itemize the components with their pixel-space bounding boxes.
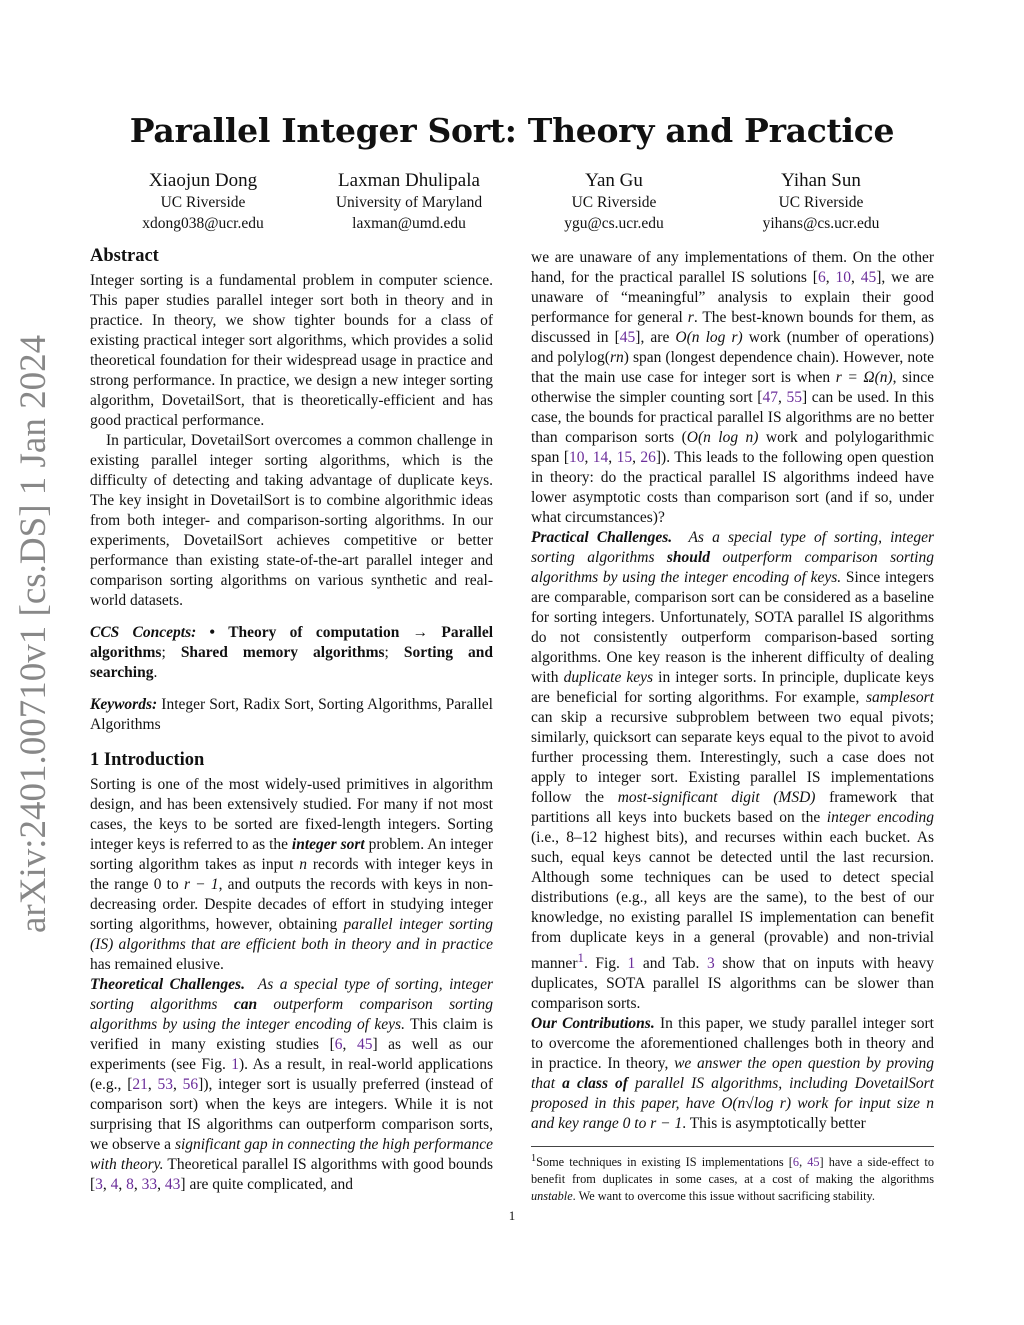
abstract-heading: Abstract <box>90 246 159 266</box>
author-affiliation: UC Riverside <box>160 194 246 211</box>
figure-link[interactable]: 1 <box>231 1056 239 1073</box>
author-3 <box>504 170 724 234</box>
citation-link[interactable]: 47 <box>762 389 778 406</box>
citation-link[interactable]: 10 <box>835 269 851 286</box>
citation-link[interactable]: 45 <box>860 269 877 286</box>
author-4 <box>711 170 931 234</box>
intro-continued-paragraph: we are unaware of any implementations of them. On the other hand, for the practical parallel IS solutions [6, 10, 45], we are unaware of “meaningful” analysis to explain their good performance for general r. The best-known bounds for them, as discussed in [45], are O(n log r) work (number of operations) and polylog(rn) span (longest dependence chain). However, note that the main use case for integer sort is when r = Ω(n), since otherwise the simpler counting sort [47, 55] can be used. In this case, the bounds for practical parallel IS algorithms are no better than comparison sorts (O(n log n) work and polylogarithmic span [10, 14, 15, 26]). This leads to the following open question in theory: do the practical parallel IS algorithms indeed have lower asymptotic costs than comparison sort (and if so, under what circumstances)? <box>531 249 935 526</box>
citation-link[interactable]: 53 <box>157 1076 174 1093</box>
keywords: Keywords: Integer Sort, Radix Sort, Sorting Algorithms, Parallel Algorithms <box>90 696 493 733</box>
author-1 <box>93 170 313 234</box>
citation-link[interactable]: 21 <box>132 1076 148 1093</box>
author-affiliation: UC Riverside <box>778 194 864 211</box>
author-email: xdong038@ucr.edu <box>142 215 264 232</box>
citation-link[interactable]: 56 <box>182 1076 199 1093</box>
citation-link[interactable]: 14 <box>592 449 609 466</box>
footnote: $^1$Some techniques in existing IS implementations [6, 45] have a side-effect to benefit from duplicates in some cases, at a cost of making the algorithms unstable. We want to overcome this issue without sacrificing stability. <box>531 1146 934 1205</box>
footnote-link[interactable]: 1 <box>577 950 584 965</box>
intro-paragraph-1: Sorting is one of the most widely-used primitives in algorithm design, and has been extensively studied. For many if not most cases, the keys to be sorted are fixed-length integers. Sorting integer keys is referred to as the integer sort problem. An integer sorting algorithm takes as input n records with integer keys in the range 0 to r − 1, and outputs the records with keys in non-decreasing order. Despite decades of effort in studying integer sorting algorithms, however, obtaining parallel integer sorting (IS) algorithms that are efficient both in theory and in practice has remained elusive. <box>90 776 493 973</box>
figure-link[interactable]: 1 <box>627 955 636 973</box>
ccs-label: CCS Concepts: <box>90 624 197 641</box>
practical-challenges-paragraph: Practical Challenges. As a special type of sorting, integer sorting algorithms should outperform comparison sorting algorithms by using the integer encoding of keys. Since integers are comparable, comparison sort can be considered as a baseline for sorting integers. Unfortunately, SOTA parallel IS algorithms do not consistently outperform comparison-based sorting algorithms. One key reason is the inherent difficulty of dealing with duplicate keys in integer sorts. In principle, duplicate keys are beneficial for sorting algorithms. For example, samplesort can skip a recursive subproblem between two equal pivots; similarly, quicksort can separate keys equal to the pivot to avoid further processing them. Interestingly, such a case does not apply to integer sort. Existing parallel IS implementations follow the most-significant digit (MSD) framework that partitions all keys into buckets based on the integer encoding (i.e., 8–12 highest bits), and recurses within each bucket. As such, equal keys cannot be detected until the last recursion. Although some techniques can be used to detect special distributions (e.g., all keys are the same), to the best of our knowledge, no existing parallel IS implementation can benefit from duplicate keys in a general (provable) and non-trivial manner$^1$. Fig. 1 and Tab. 3 show that on inputs with heavy duplicates, SOTA parallel IS algorithms can be slower than comparison sorts. <box>531 529 935 1013</box>
author-name: Xiaojun Dong <box>148 170 258 191</box>
table-link[interactable]: 3 <box>706 955 715 973</box>
citation-link[interactable]: 15 <box>616 449 633 466</box>
citation-link[interactable]: 26 <box>640 449 656 466</box>
author-affiliation: University of Maryland <box>335 194 483 211</box>
citation-link[interactable]: 4 <box>110 1176 119 1193</box>
keywords-label: Keywords: <box>90 696 158 713</box>
abstract-paragraph-2: In particular, DovetailSort overcomes a common challenge in existing parallel integer sorting algorithms, which is the difficulty of detecting and taking advantage of duplicate keys. The key insight in DovetailSort is to combine algorithmic ideas from both integer- and comparison-sorting algorithms. In our experiments, DovetailSort achieves competitive or better performance than existing state-of-the-art parallel integer and comparison sorting algorithms on various synthetic and real-world datasets. <box>90 432 493 609</box>
author-name: Yan Gu <box>585 170 643 191</box>
right-column <box>531 248 934 1134</box>
page-number: 1 <box>508 1208 516 1223</box>
citation-link[interactable]: 3 <box>95 1176 103 1193</box>
citation-link[interactable]: 33 <box>141 1176 158 1193</box>
citation-link[interactable]: 45 <box>619 329 636 346</box>
citation-link[interactable]: 6 <box>817 269 826 286</box>
citation-link[interactable]: 6 <box>334 1036 343 1053</box>
author-2 <box>299 170 519 234</box>
citation-link[interactable]: 45 <box>356 1036 373 1053</box>
author-affiliation: UC Riverside <box>571 194 657 211</box>
our-contributions-paragraph: Our Contributions. In this paper, we study parallel integer sort to overcome the aforementioned challenges both in theory and in practice. In theory, we answer the open question by proving that a class of parallel IS algorithms, including DovetailSort proposed in this paper, have O(n√log r) work for input size n and key range 0 to r − 1. This is asymptotically better <box>531 1015 934 1133</box>
abstract-paragraph-1: Integer sorting is a fundamental problem in computer science. This paper studies parallel integer sort both in theory and in practice. In theory, we show tighter bounds for a class of existing practical integer sort algorithms, which provides a solid theoretical foundation for their widespread usage in practice and strong performance. In practice, we design a new integer sorting algorithm, DovetailSort, that is theoretically-efficient and has good practical performance. <box>90 272 493 429</box>
theoretical-challenges-paragraph: Theoretical Challenges. As a special type of sorting, integer sorting algorithms can outperform comparison sorting algorithms by using the integer encoding of keys. This claim is verified in many existing studies [6, 45] as well as our experiments (see Fig. 1). As a result, in real-world applications (e.g., [21, 53, 56]), integer sort is usually preferred (instead of comparison sort) when the keys are integers. While it is not surprising that IS algorithms can outperform comparison sorts, we observe a significant gap in connecting the high performance with theory. Theoretical parallel IS algorithms with good bounds [3, 4, 8, 33, 43] are quite complicated, and <box>90 976 494 1193</box>
author-name: Yihan Sun <box>781 170 861 191</box>
author-name: Laxman Dhulipala <box>338 170 480 191</box>
author-email: laxman@umd.edu <box>352 215 466 232</box>
introduction-heading: 1 Introduction <box>90 750 205 770</box>
arxiv-sidebar-stamp: arXiv:2401.00710v1 [cs.DS] 1 Jan 2024 <box>13 334 54 933</box>
paper-title: Parallel Integer Sort: Theory and Practice <box>129 111 895 150</box>
author-email: yihans@cs.ucr.edu <box>762 215 880 232</box>
citation-link[interactable]: 55 <box>786 389 802 406</box>
citation-link[interactable]: 45 <box>807 1155 820 1170</box>
citation-link[interactable]: 43 <box>164 1176 181 1193</box>
author-block <box>0 170 1024 240</box>
ccs-concepts: CCS Concepts: • Theory of computation → Parallel algorithms; Shared memory algorithms; Sorting and searching. <box>90 624 494 681</box>
citation-link[interactable]: 8 <box>126 1176 134 1193</box>
left-column <box>90 245 493 1195</box>
citation-link[interactable]: 6 <box>792 1155 800 1170</box>
citation-link[interactable]: 10 <box>569 449 585 466</box>
author-email: ygu@cs.ucr.edu <box>564 215 664 232</box>
